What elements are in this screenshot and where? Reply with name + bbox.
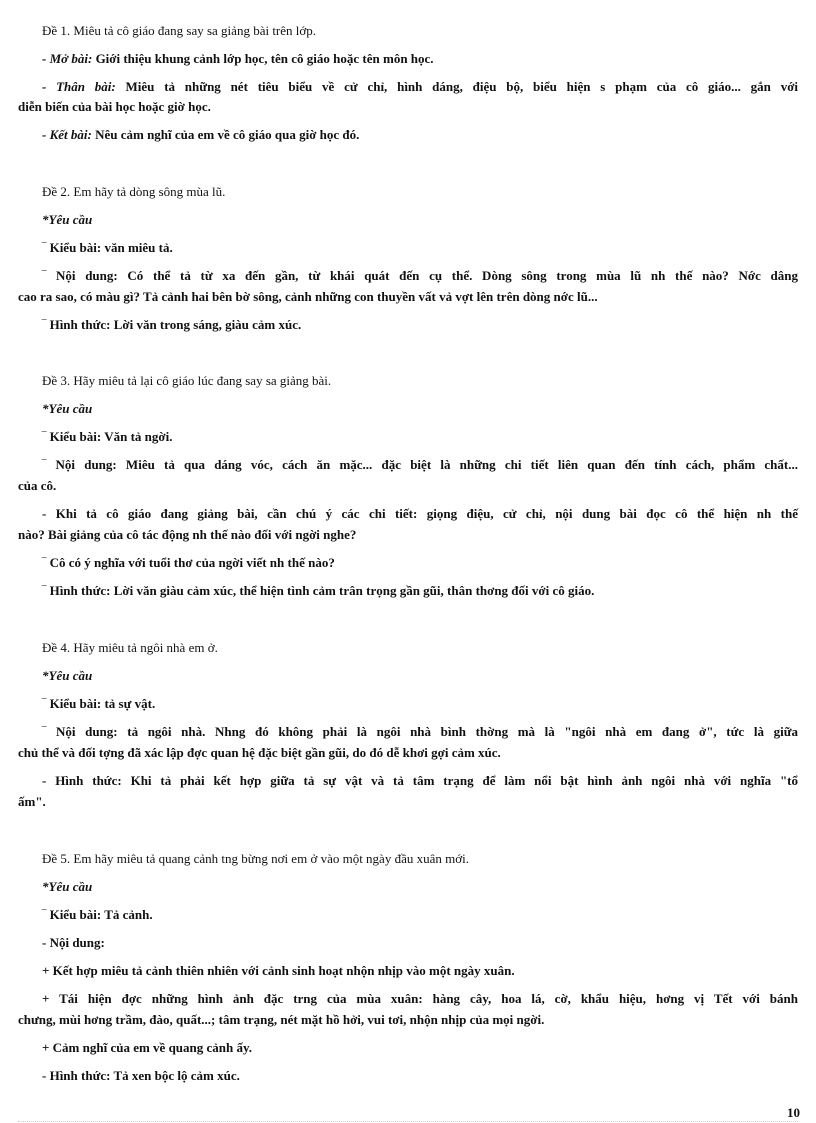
de4-hinh-thuc-2: ấm". xyxy=(18,794,46,809)
than-bai-text: Miêu tả những nét tiêu biểu về cử chỉ, hình dáng, điệu bộ, biểu hiện s phạm của cô giáo... gắn với xyxy=(115,79,799,94)
de4-noi-dung-1: ‾ Nội dung: tả ngôi nhà. Nhng đó không phải là ngôi nhà bình thờng mà là "ngôi nhà em đang ở", tức là giữa xyxy=(42,724,798,739)
de5-yeu-cau: *Yêu cầu xyxy=(42,879,93,894)
de5-kieu-bai: ‾ Kiểu bài: Tả cảnh. xyxy=(42,907,153,922)
de1-mo-bai xyxy=(42,51,798,66)
de5-hinh-thuc: - Hình thức: Tả xen bộc lộ cảm xúc. xyxy=(42,1068,240,1083)
de5-tai-hien-1: + Tái hiện đợc những hình ảnh đặc trng của mùa xuân: hàng cây, hoa lá, cờ, khẩu hiệu, hơng vị Tết với bánh xyxy=(42,991,798,1006)
de3-title: Đề 3. Hãy miêu tả lại cô giáo lúc đang say sa giảng bài. xyxy=(42,373,332,388)
de3-yeu-cau: *Yêu cầu xyxy=(42,401,93,416)
ket-bai-text: Nêu cảm nghĩ của em về cô giáo qua giờ học đó. xyxy=(91,127,360,142)
de3-kieu-bai: ‾ Kiểu bài: Văn tả ngời. xyxy=(42,429,173,444)
de2-hinh-thuc: ‾ Hình thức: Lời văn trong sáng, giàu cảm xúc. xyxy=(42,317,302,332)
de5-cam-nghi: + Cảm nghĩ của em về quang cảnh ấy. xyxy=(42,1040,253,1055)
mo-bai-text: Giới thiệu khung cảnh lớp học, tên cô giáo hoặc tên môn học. xyxy=(92,51,434,66)
de4-hinh-thuc-1: - Hình thức: Khi tả phải kết hợp giữa tả sự vật và tả tâm trạng để làm nổi bật hình ảnh ngôi nhà với nghĩa "tổ xyxy=(42,773,798,788)
de1-than-bai xyxy=(42,79,798,94)
de1-title: Đề 1. Miêu tả cô giáo đang say sa giảng bài trên lớp. xyxy=(42,23,317,38)
page-number: 10 xyxy=(787,1105,800,1120)
de4-noi-dung-2: chủ thể và đối tợng đã xác lập đợc quan hệ đặc biệt gần gũi, do đó dễ khơi gợi cảm xúc. xyxy=(18,745,501,760)
de4-title: Đề 4. Hãy miêu tả ngôi nhà em ở. xyxy=(42,640,218,655)
than-bai-label: - Thân bài: xyxy=(42,79,116,94)
de4-kieu-bai: ‾ Kiểu bài: tả sự vật. xyxy=(42,696,156,711)
de3-noi-dung-2: của cô. xyxy=(18,478,57,493)
de5-title: Đề 5. Em hãy miêu tả quang cảnh tng bừng nơi em ở vào một ngày đầu xuân mới. xyxy=(42,851,469,866)
de3-noi-dung-1: ‾ Nội dung: Miêu tả qua dáng vóc, cách ăn mặc... đặc biệt là những chi tiết liên quan đến tính cách, phẩm chất... xyxy=(42,457,798,472)
footer-divider xyxy=(18,1121,798,1122)
de3-khi-ta-2: nào? Bài giảng của cô tác động nh thế nào đối với ngời nghe? xyxy=(18,527,357,542)
de5-noi-dung: - Nội dung: xyxy=(42,935,105,950)
de4-yeu-cau: *Yêu cầu xyxy=(42,668,93,683)
de2-noi-dung-1: ‾ Nội dung: Có thể tả từ xa đến gần, từ khái quát đến cụ thể. Dòng sông trong mùa lũ nh thế nào? Nớc dâng xyxy=(42,268,798,283)
de3-khi-ta-1: - Khi tả cô giáo đang giảng bài, cần chú ý các chi tiết: giọng điệu, cử chỉ, nội dung bài đọc cô thể hiện nh thế xyxy=(42,506,798,521)
de1-than-bai-cont: diễn biến của bài học hoặc giờ học. xyxy=(18,99,211,114)
de5-ket-hop: + Kết hợp miêu tả cảnh thiên nhiên với cảnh sinh hoạt nhộn nhịp vào một ngày xuân. xyxy=(42,963,515,978)
de3-hinh-thuc: ‾ Hình thức: Lời văn giàu cảm xúc, thể hiện tình cảm trân trọng gần gũi, thân thơng đối với cô giáo. xyxy=(42,583,595,598)
de1-ket-bai xyxy=(42,127,798,142)
de2-noi-dung-2: cao ra sao, có màu gì? Tả cảnh hai bên bờ sông, cảnh những con thuyền vất vả vợt lên trên dòng nớc lũ... xyxy=(18,289,598,304)
de2-yeu-cau: *Yêu cầu xyxy=(42,212,93,227)
de3-y-nghia: ‾ Cô có ý nghĩa với tuổi thơ của ngời viết nh thế nào? xyxy=(42,555,335,570)
mo-bai-label: - Mở bài: xyxy=(42,51,93,66)
ket-bai-label: - Kết bài: xyxy=(42,127,92,142)
de2-kieu-bai: ‾ Kiểu bài: văn miêu tả. xyxy=(42,240,173,255)
de5-tai-hien-2: chưng, mùi hơng trầm, đào, quất...; tâm trạng, nét mặt hồ hởi, vui tơi, nhộn nhịp của mọi ngời. xyxy=(18,1012,545,1027)
de2-title: Đề 2. Em hãy tả dòng sông mùa lũ. xyxy=(42,184,226,199)
